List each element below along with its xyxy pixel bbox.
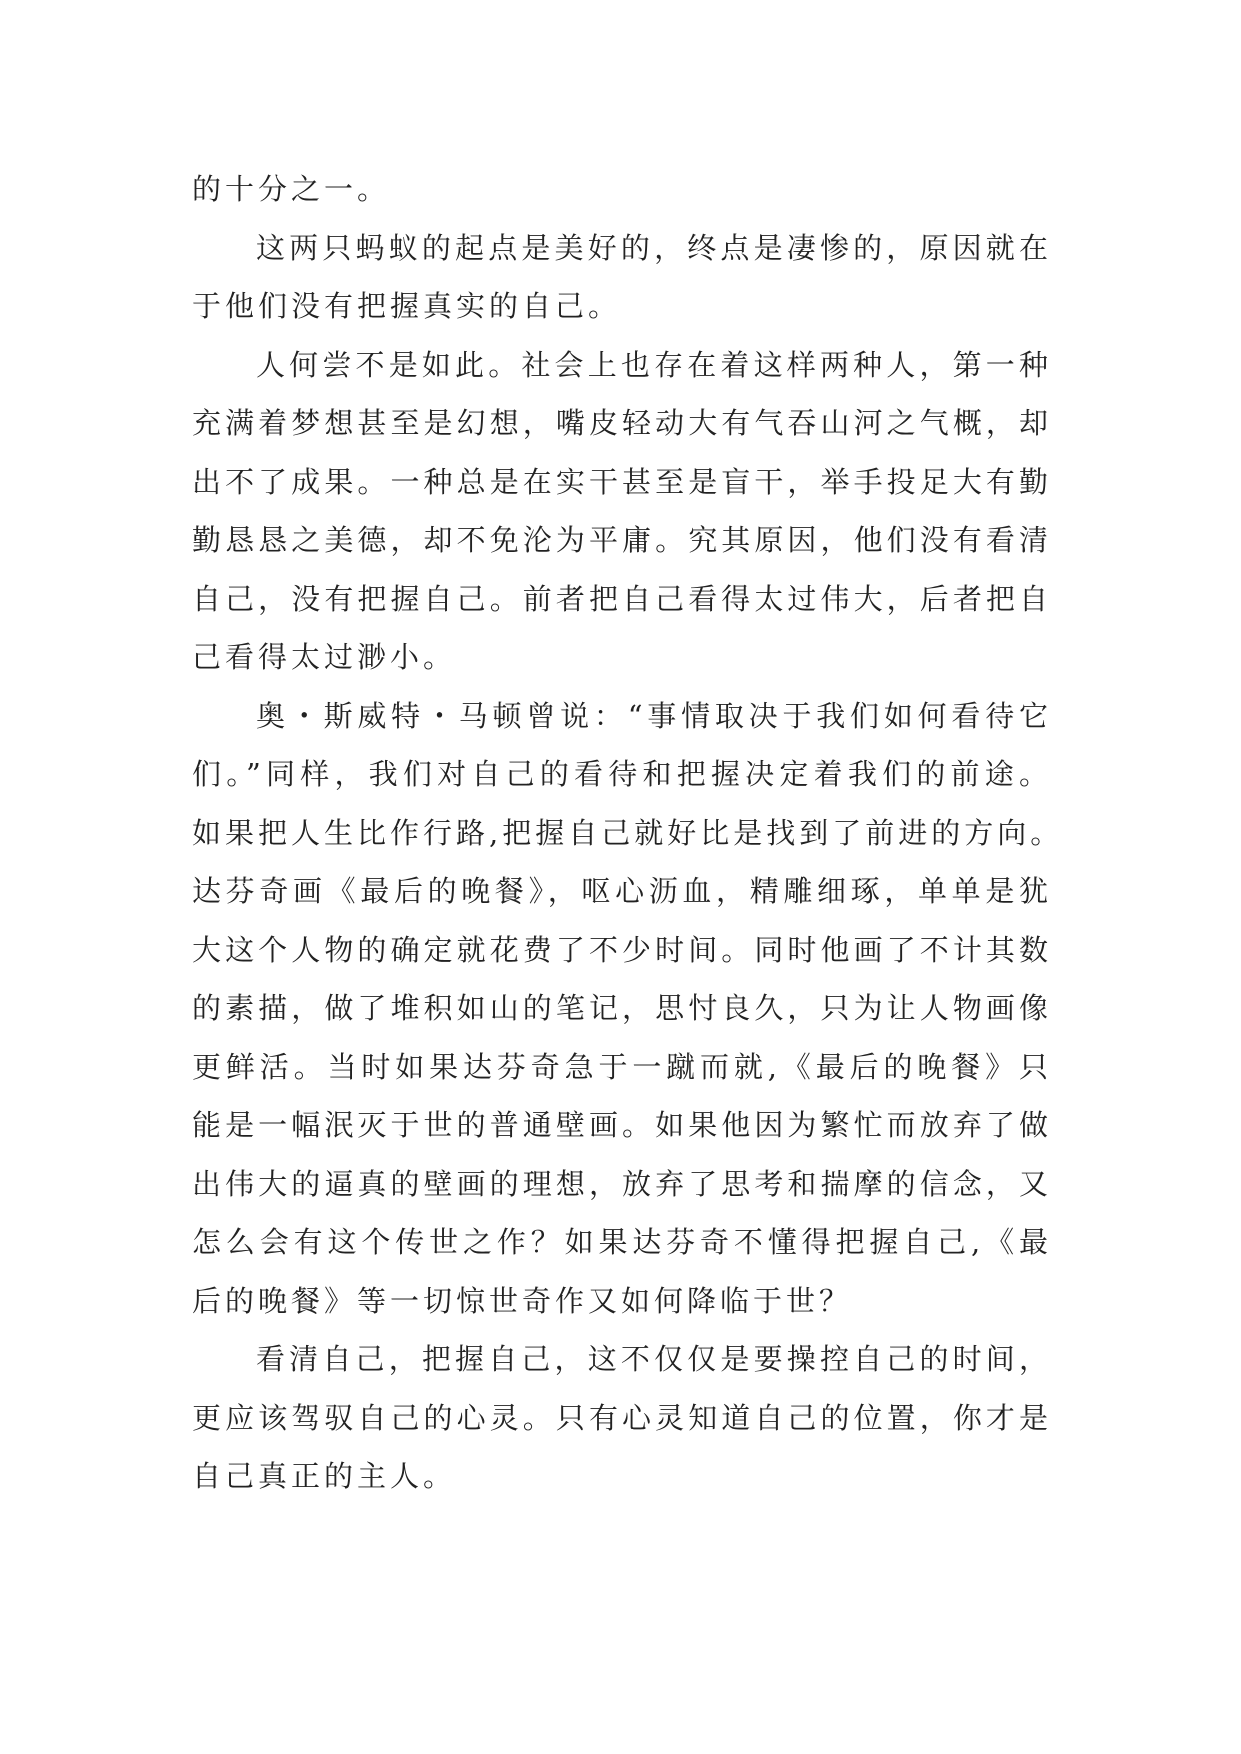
- text-line: 奥・斯威特・马顿曾说：“事情取决于我们如何看待它: [256, 698, 1052, 733]
- text-line: 能是一幅泯灭于世的普通壁画。如果他因为繁忙而放弃了做: [192, 1108, 1052, 1142]
- text-line: 这两只蚂蚁的起点是美好的，终点是凄惨的，原因就在: [256, 230, 1052, 265]
- text-line: 看清自己，把握自己，这不仅仅是要操控自己的时间，: [256, 1342, 1052, 1376]
- text-line: 如果把人生比作行路,把握自己就好比是找到了前进的方向。: [192, 815, 1064, 850]
- text-line: 大这个人物的确定就花费了不少时间。同时他画了不计其数: [192, 932, 1052, 967]
- text-line: 的十分之一。: [192, 172, 391, 206]
- text-line: 自己，没有把握自己。前者把自己看得太过伟大，后者把自: [192, 581, 1052, 616]
- paragraph-4: [192, 687, 1064, 1331]
- text-line: 达芬奇画《最后的晚餐》，呕心沥血，精雕细琢，单单是犹: [192, 874, 1052, 908]
- text-line: 更应该驾驭自己的心灵。只有心灵知道自己的位置，你才是: [192, 1400, 1052, 1435]
- text-line: 于他们没有把握真实的自己。: [192, 289, 622, 323]
- text-line: 怎么会有这个传世之作？如果达芬奇不懂得把握自己,《最: [192, 1225, 1052, 1259]
- paragraph-1: [192, 160, 1052, 219]
- text-line: 的素描，做了堆积如山的笔记，思忖良久，只为让人物画像: [192, 991, 1052, 1025]
- text-line: 勤恳恳之美德，却不免沦为平庸。究其原因，他们没有看清: [192, 523, 1052, 557]
- text-line: 己看得太过渺小。: [192, 640, 457, 674]
- text-line: 更鲜活。当时如果达芬奇急于一蹴而就,《最后的晚餐》只: [192, 1049, 1052, 1084]
- paragraph-3: [192, 336, 1052, 687]
- paragraph-2: [192, 219, 1052, 336]
- text-line: 出伟大的逼真的壁画的理想，放弃了思考和揣摩的信念，又: [192, 1166, 1052, 1201]
- text-line: 们。”同样，我们对自己的看待和把握决定着我们的前途。: [192, 757, 1052, 791]
- essay-body: [192, 160, 1064, 1506]
- text-line: 充满着梦想甚至是幻想，嘴皮轻动大有气吞山河之气概，却: [192, 406, 1052, 440]
- text-line: 后的晚餐》等一切惊世奇作又如何降临于世？: [192, 1283, 853, 1318]
- paragraph-5: [192, 1330, 1052, 1506]
- text-line: 自己真正的主人。: [192, 1459, 457, 1493]
- text-line: 出不了成果。一种总是在实干甚至是盲干，举手投足大有勤: [192, 464, 1052, 499]
- text-line: 人何尝不是如此。社会上也存在着这样两种人，第一种: [256, 347, 1052, 382]
